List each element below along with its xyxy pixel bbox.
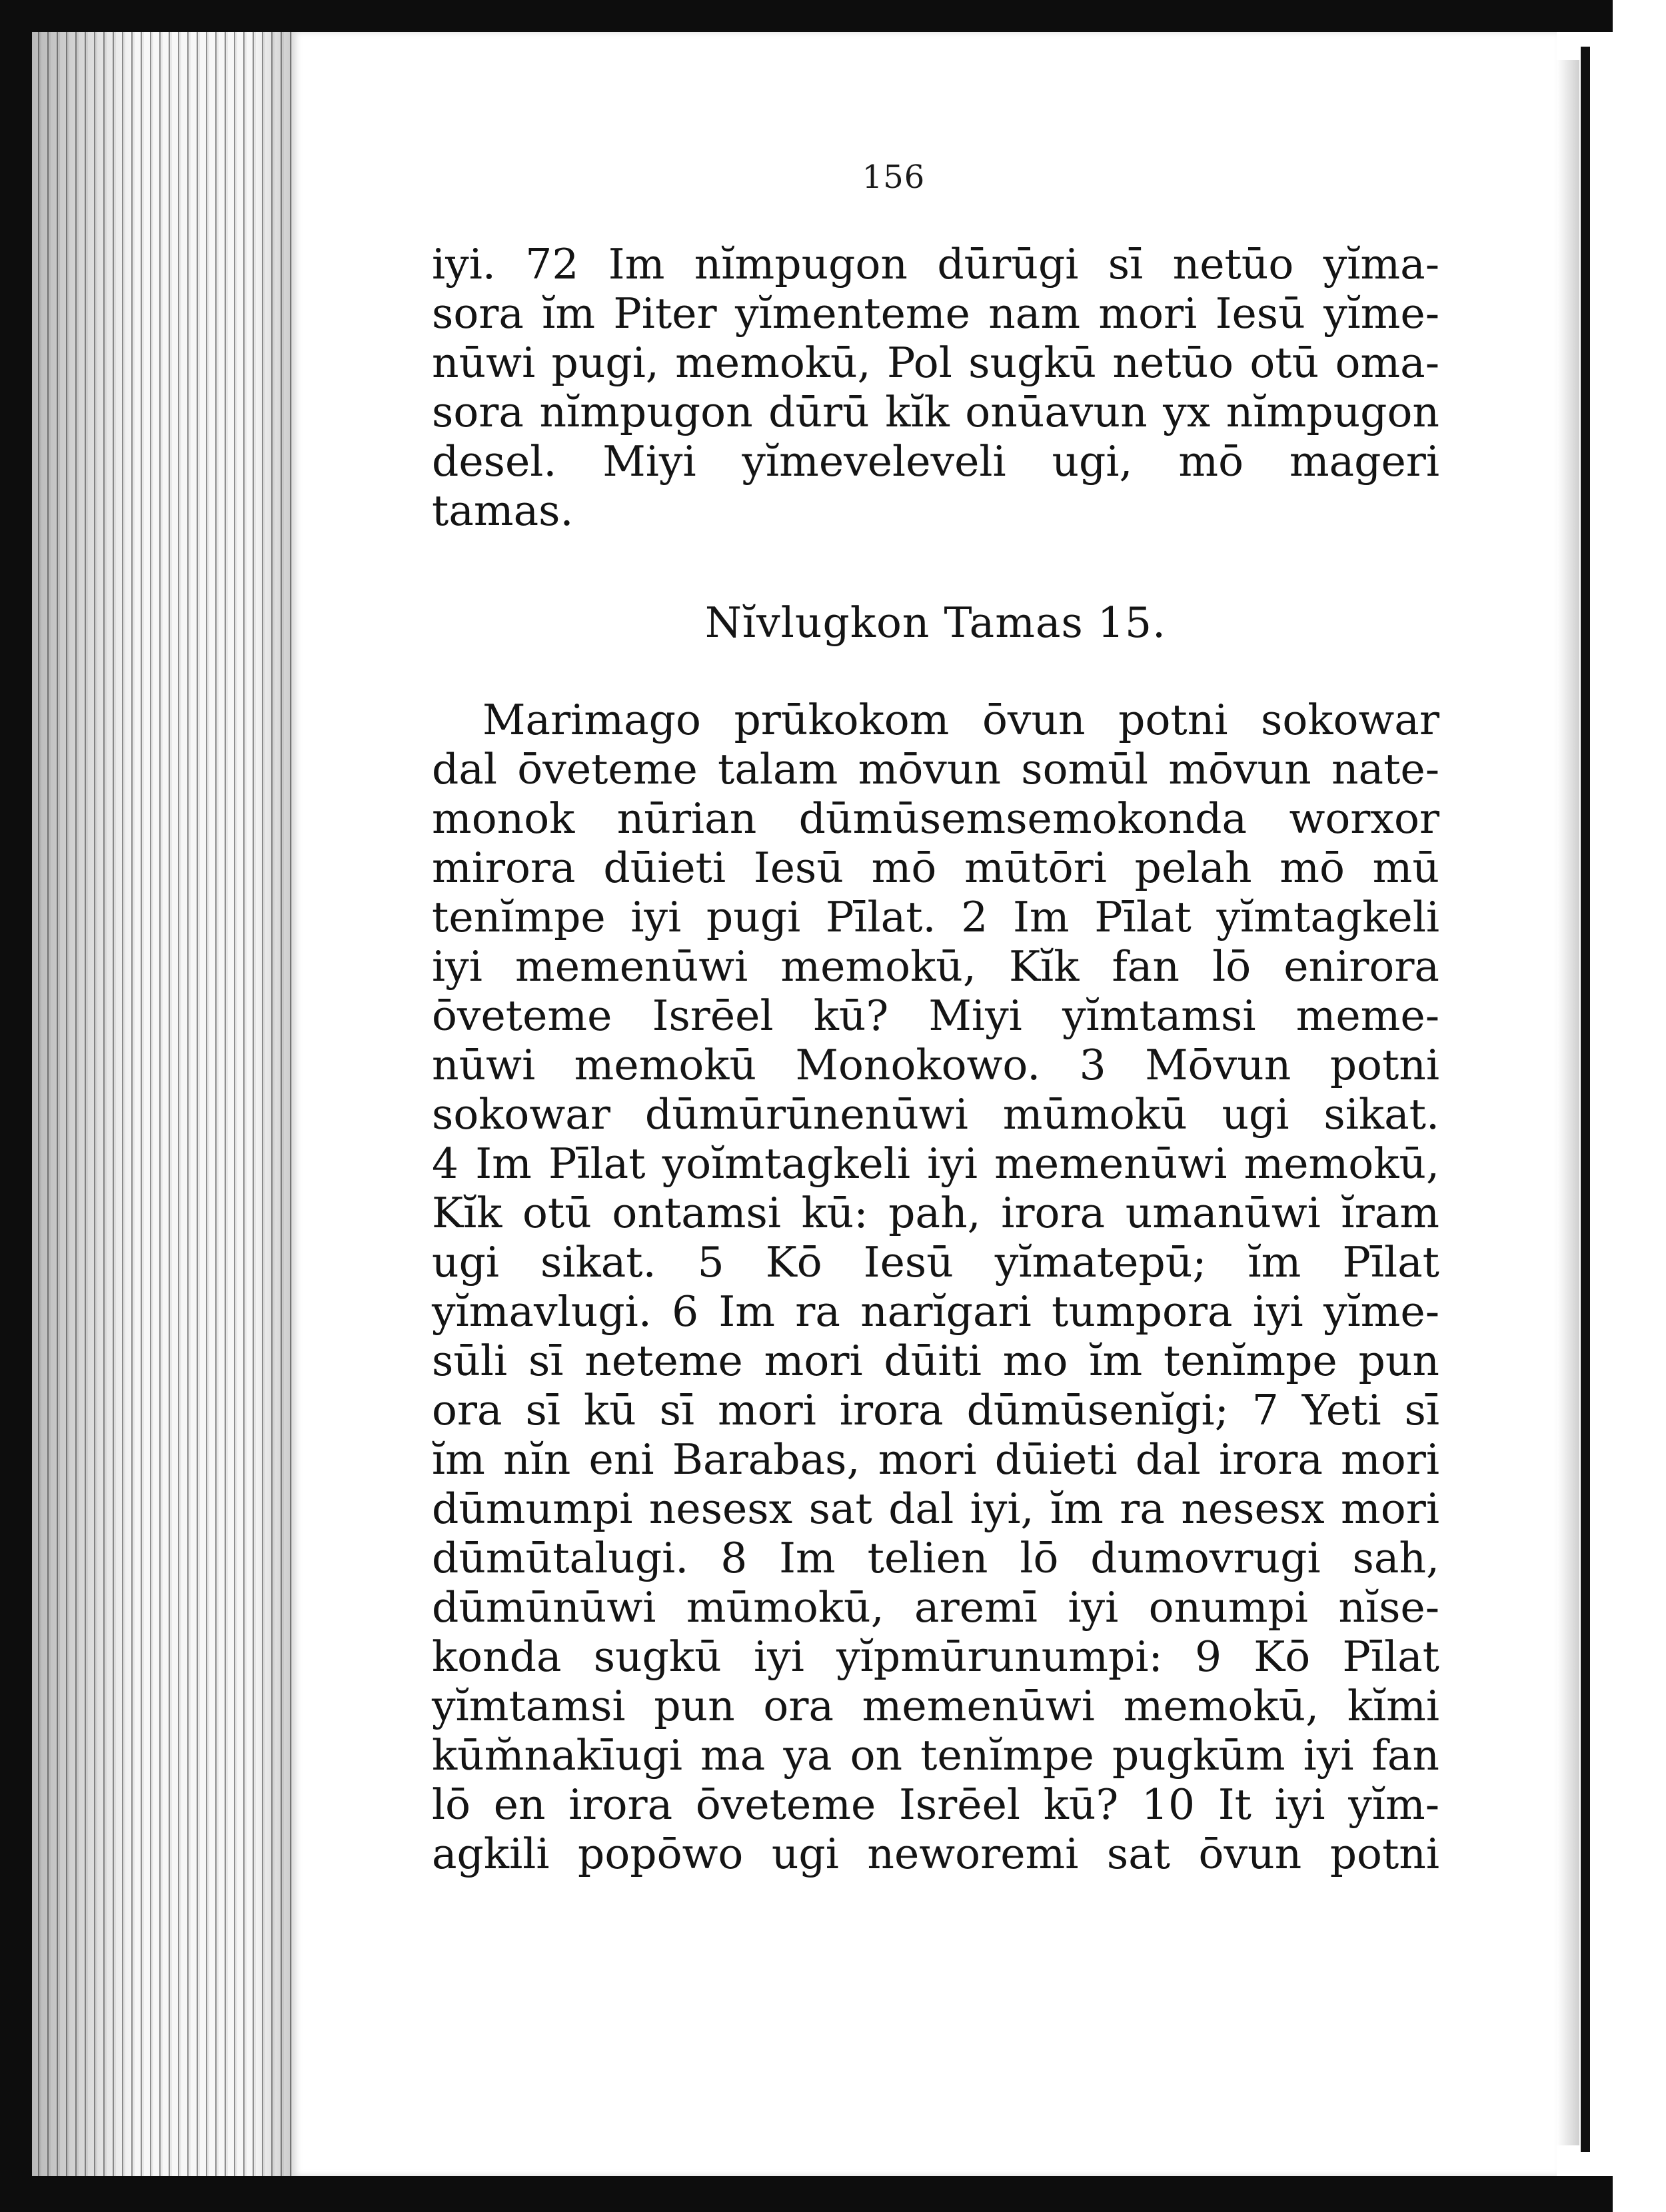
page-number: 156 bbox=[862, 159, 926, 196]
text-line: sūli sī neteme mori dūiti mo ĭm tenĭmpe pun bbox=[432, 1337, 1439, 1385]
chapter-heading: Nĭvlugkon Tamas 15. bbox=[704, 598, 1167, 647]
text-line: desel. Miyi yĭmeveleveli ugi, mō mageri bbox=[432, 437, 1439, 486]
text-line: iyi. 72 Im nĭmpugon dūrūgi sī netūo yĭma- bbox=[432, 240, 1439, 288]
text-line: dūmūnūwi mūmokū, aremī iyi onumpi nĭse- bbox=[432, 1583, 1439, 1632]
text-line: kūm̆nakīugi ma ya on tenĭmpe pugkūm iyi fan bbox=[432, 1731, 1439, 1780]
scan-border-left bbox=[0, 0, 32, 2212]
scan-margin-right bbox=[1613, 0, 1666, 2212]
scan-border-bottom bbox=[0, 2176, 1666, 2212]
text-line: Kĭk otū ontamsi kū: pah, irora umanūwi ĭram bbox=[432, 1189, 1439, 1237]
text-line: konda sugkū iyi yĭpmūrunumpi: 9 Kō Pīlat bbox=[432, 1632, 1439, 1681]
text-line: yĭmtamsi pun ora memenūwi memokū, kĭmi bbox=[432, 1682, 1439, 1730]
text-line: lō en irora ōveteme Isrēel kū? 10 It iyi yĭm- bbox=[432, 1780, 1439, 1829]
text-line: iyi memenūwi memokū, Kĭk fan lō enirora bbox=[432, 942, 1439, 991]
text-line: agkili popōwo ugi neworemi sat ōvun potni bbox=[432, 1830, 1439, 1878]
spine-shadow bbox=[1557, 60, 1579, 2145]
text-line: dal ōveteme talam mōvun somūl mōvun nate- bbox=[432, 745, 1439, 794]
text-line: mirora dūieti Iesū mō mūtōri pelah mō mū bbox=[432, 843, 1439, 892]
scan-border-top bbox=[0, 0, 1666, 32]
page-edges-shadow bbox=[32, 32, 292, 2176]
text-line: sokowar dūmūrūnenūwi mūmokū ugi sikat. bbox=[432, 1090, 1439, 1139]
text-line: ora sī kū sī mori irora dūmūsenĭgi; 7 Yeti sī bbox=[432, 1386, 1439, 1434]
text-line: nūwi pugi, memokū, Pol sugkū netūo otū oma- bbox=[432, 338, 1439, 387]
text-line: 4 Im Pīlat yoĭmtagkeli iyi memenūwi memokū, bbox=[432, 1139, 1439, 1188]
text-line: tamas. bbox=[432, 486, 574, 535]
text-line: sora nĭmpugon dūrū kĭk onūavun yx nĭmpugon bbox=[432, 388, 1439, 436]
chapter-body-paragraph bbox=[432, 696, 1439, 1879]
text-line: ĭm nĭn eni Barabas, mori dūieti dal irora mori bbox=[432, 1435, 1439, 1484]
text-line: yĭmavlugi. 6 Im ra narĭgari tumpora iyi yĭme- bbox=[432, 1287, 1439, 1336]
text-line: nūwi memokū Monokowo. 3 Mōvun potni bbox=[432, 1041, 1439, 1089]
text-line: Marimago prūkokom ōvun potni sokowar bbox=[482, 696, 1439, 744]
text-line: dūmumpi nesesx sat dal iyi, ĭm ra nesesx mori bbox=[432, 1484, 1439, 1533]
text-line: ugi sikat. 5 Kō Iesū yĭmatepū; ĭm Pīlat bbox=[432, 1238, 1439, 1287]
text-line: monok nūrian dūmūsemsemokonda worxor bbox=[432, 794, 1439, 843]
text-line: sora ĭm Piter yĭmenteme nam mori Iesū yĭme- bbox=[432, 289, 1439, 338]
text-line: tenĭmpe iyi pugi Pīlat. 2 Im Pīlat yĭmtagkeli bbox=[432, 893, 1439, 941]
chapter-end-paragraph bbox=[432, 240, 1439, 536]
text-line: dūmūtalugi. 8 Im telien lō dumovrugi sah, bbox=[432, 1534, 1439, 1582]
book-spine-line bbox=[1581, 47, 1590, 2152]
text-line: ōveteme Isrēel kū? Miyi yĭmtamsi meme- bbox=[432, 991, 1439, 1040]
